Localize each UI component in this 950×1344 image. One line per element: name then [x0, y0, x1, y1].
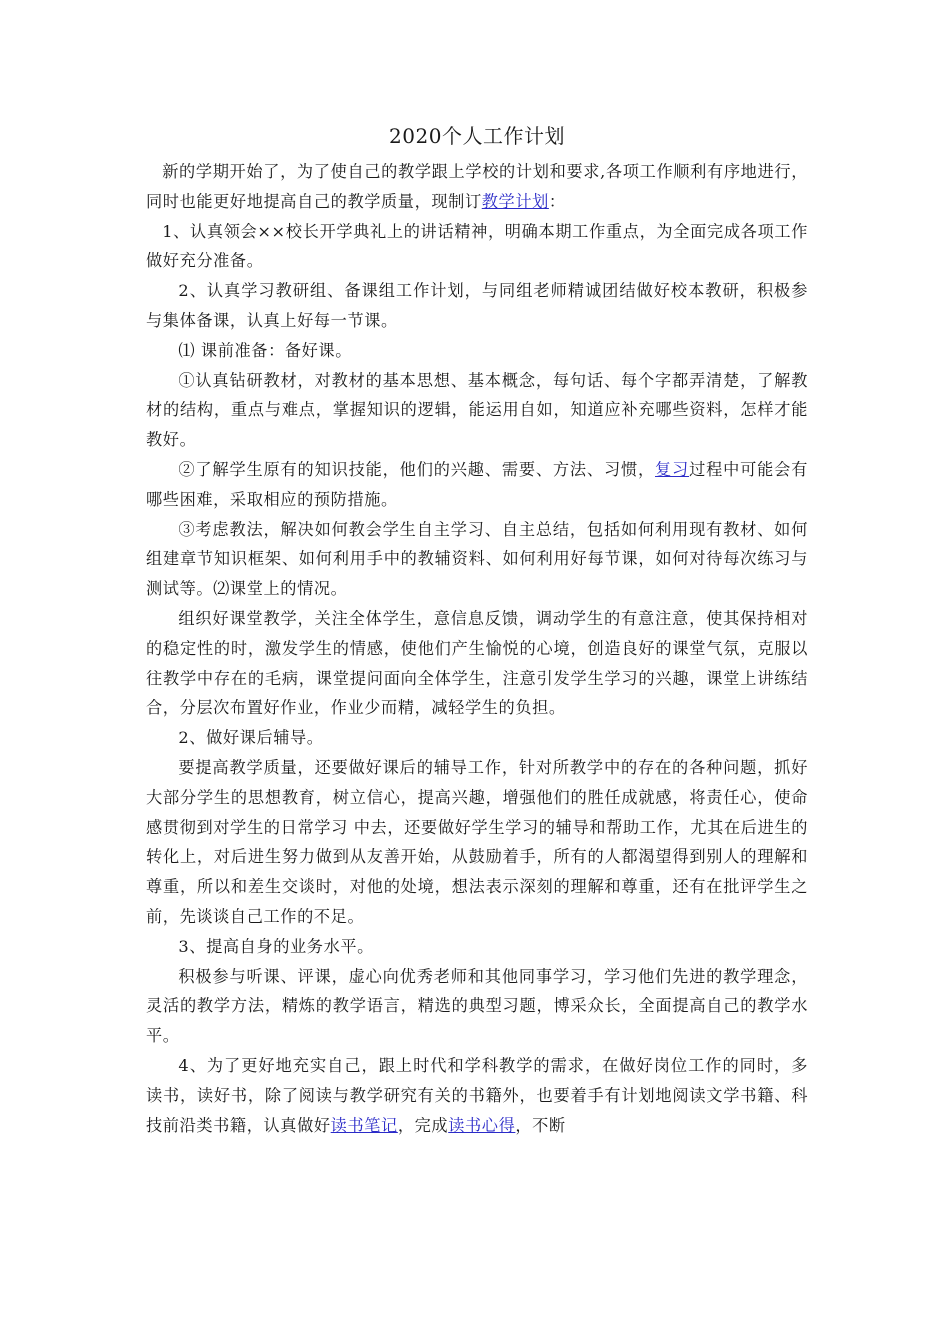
classroom-paragraph: 组织好课堂教学，关注全体学生，意信息反馈，调动学生的有意注意，使其保持相对的稳定性的时，激发学生的情感，使他们产生愉悦的心境，创造良好的课堂气氛，克服以往教学中存在的毛病，课堂提问面向全体学生，注意引发学生学习的兴趣，课堂上讲练结合，分层次布置好作业，作业少而精，减轻学生的负担。	[146, 608, 808, 718]
reading-paragraph	[146, 1051, 808, 1140]
reading-text-mid: ，完成	[397, 1115, 449, 1135]
prep-point-2	[146, 455, 808, 515]
self-improvement-paragraph: 积极参与听课、评课，虚心向优秀老师和其他同事学习，学习他们先进的教学理念，灵活的教学方法，精炼的教学语言，精选的典型习题，博采众长，全面提高自己的教学水平。	[146, 966, 808, 1046]
document-title: 2020个人工作计划	[389, 124, 565, 148]
item-2-paragraph: 2、认真学习教研组、备课组工作计划，与同组老师精诚团结做好校本教研，积极参与集体备课，认真上好每一节课。	[146, 281, 808, 330]
after-class-paragraph: 要提高教学质量，还要做好课后的辅导工作，针对所教学中的存在的各种问题，抓好大部分学生的思想教育，树立信心，提高兴趣，增强他们的胜任成就感，将责任心，使命感贯彻到对学生的日常学习 中去，还要做好学生学习的辅导和帮助工作，尤其在后进生的转化上，对后进生努力做到从友善开始，从鼓励着手，所有的人都渴望得到别人的理解和尊重，所以和差生交谈时，对他的处境，想法表示深刻的理解和尊重，还有在批评学生之前，先谈谈自己工作的不足。	[146, 757, 808, 926]
reading-text: 4、为了更好地充实自己，跟上时代和学科教学的需求，在做好岗位工作的同时，多读书，读好书，除了阅读与教学研究有关的书籍外，也要着手有计划地阅读文学书籍、科技前沿类书籍，认真做好	[146, 1055, 808, 1135]
after-class-heading: 2、做好课后辅导。	[178, 728, 324, 748]
self-improvement-heading: 3、提高自身的业务水平。	[178, 936, 374, 956]
lesson-prep-heading: ⑴ 课前准备：备好课。	[178, 340, 353, 360]
intro-text: 新的学期开始了，为了使自己的教学跟上学校的计划和要求,各项工作顺利有序地进行，同时也能更好地提高自己的教学质量，现制订	[146, 162, 808, 211]
reading-text-end: ，不断	[515, 1115, 566, 1135]
teaching-plan-link[interactable]: 教学计划	[481, 191, 549, 211]
intro-text-end: ：	[548, 191, 566, 211]
document-page	[146, 120, 808, 1140]
prep-point-2-text-end: 过程中可能会有哪些困难，采取相应的预防措施。	[146, 459, 808, 509]
item-1-paragraph: 1、认真领会××校长开学典礼上的讲话精神，明确本期工作重点，为全面完成各项工作做好充分准备。	[146, 221, 808, 271]
reading-notes-link[interactable]: 读书笔记	[330, 1115, 398, 1135]
prep-point-3: ③考虑教法，解决如何教会学生自主学习、自主总结，包括如何利用现有教材、如何组建章节知识框架、如何利用手中的教辅资料、如何利用好每节课，如何对待每次练习与测试等。⑵课堂上的情况。	[146, 519, 808, 599]
reading-reflection-link[interactable]: 读书心得	[448, 1115, 516, 1135]
prep-point-1: ①认真钻研教材，对教材的基本思想、基本概念，每句话、每个字都弄清楚，了解教材的结构，重点与难点，掌握知识的逻辑，能运用自如，知道应补充哪些资料，怎样才能教好。	[146, 370, 808, 450]
review-link[interactable]: 复习	[655, 459, 690, 479]
intro-paragraph	[146, 157, 808, 217]
prep-point-2-text: ②了解学生原有的知识技能，他们的兴趣、需要、方法、习惯，	[178, 459, 656, 479]
